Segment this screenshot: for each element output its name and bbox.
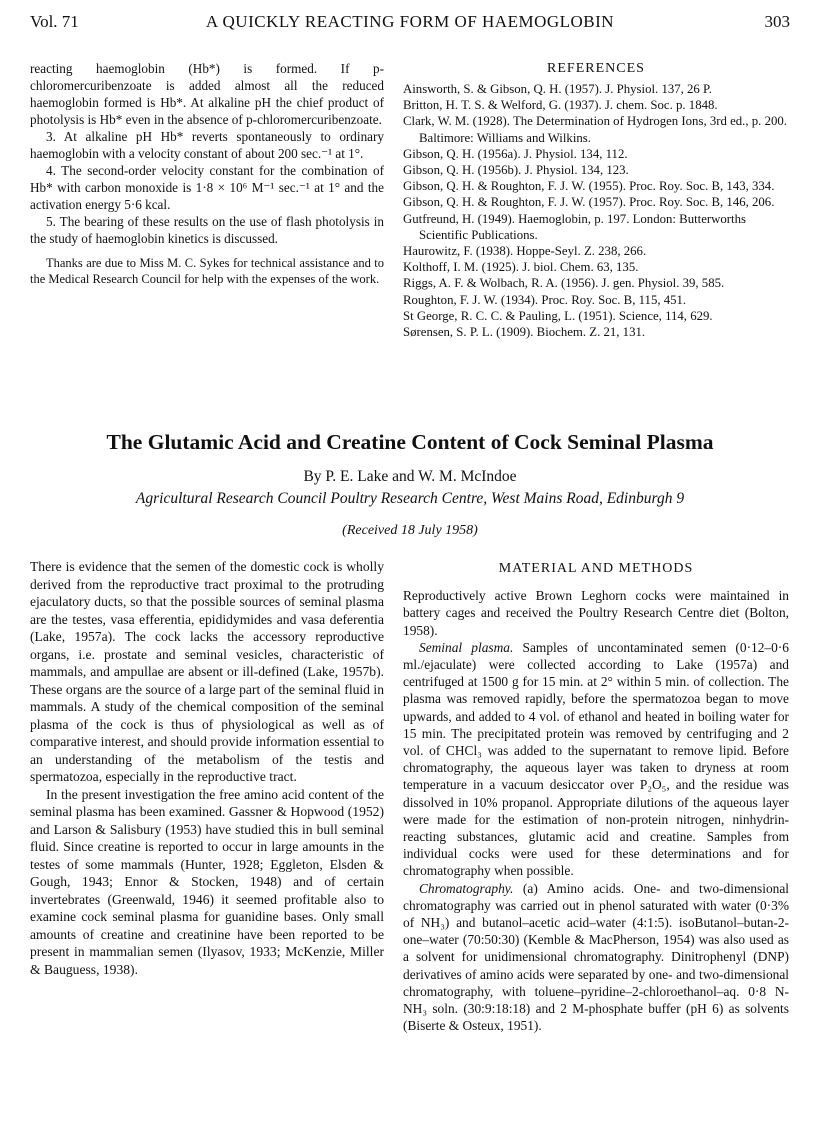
reference-item: Riggs, A. F. & Wolbach, R. A. (1956). J. gen. Physiol. 39, 585.	[403, 276, 725, 291]
reference-item: Haurowitz, F. (1938). Hoppe-Seyl. Z. 238, 266.	[403, 244, 647, 259]
article-affiliation: Agricultural Research Council Poultry Research Centre, West Mains Road, Edinburgh 9	[135, 490, 685, 507]
intro-paragraph-1: There is evidence that the semen of the domestic cock is wholly derived from the reproductive tract proximal to the protruding ejaculatory ducts, so that the possible sources of seminal plasma are the testes, vasa efferentia, epididymides and vasa deferentia (Lake, 1957a). The cock lacks the accessory reproductive organs, i.e. prostate and seminal vesicles, characteristic of mammals, and ampullae are absent or ill-defined (Lake, 1957b). These organs are the source of a large part of the seminal fluid in mammals. A study of the chemical composition of the seminal plasma of the cock is thus of physiological as well as of comparative interest, and should provide information essential to an understanding of the metabolism of the testis and spermatozoa, especially in the reproductive tract.	[30, 559, 384, 784]
summary-continuation	[30, 60, 384, 287]
page-number: 303	[764, 12, 790, 31]
methods-section	[403, 560, 789, 1034]
methods-heading: MATERIAL AND METHODS	[498, 561, 694, 576]
reference-item: Britton, H. T. S. & Welford, G. (1937). J. chem. Soc. p. 1848.	[403, 98, 718, 113]
reference-item: Gibson, Q. H. (1956b). J. Physiol. 134, 123.	[403, 163, 629, 178]
intro-paragraph-2: In the present investigation the free amino acid content of the seminal plasma has been examined. Gassner & Hopwood (1952) and Larson & Salisbury (1953) have studied this in bull seminal fluid. Since creatine is reported to occur in large amounts in the testes of some mammals (Hunter, 1928; Eggleton, Elsden & Gough, 1943; Ennor & Stocken, 1948) and of certain invertebrates (Greenwald, 1946) it seemed profitable also to examine cock seminal plasma for guanidine bases. Only small amounts of creatine and creatinine have been reported to be present in mammalian semen (Ilyasov, 1933; McKenzie, Miller & Bauguess, 1938).	[30, 786, 384, 977]
chromatography-paragraph	[403, 880, 789, 1035]
reference-item: Gibson, Q. H. (1956a). J. Physiol. 134, 112.	[403, 146, 628, 161]
seminal-plasma-paragraph	[403, 639, 789, 880]
summary-point-4: 4. The second-order velocity constant for the combination of Hb* with carbon monoxide is 1·8 × 10⁶ M⁻¹ sec.⁻¹ at 1° and the activation energy 5·6 kcal.	[30, 163, 384, 212]
reference-item: Kolthoff, I. M. (1925). J. biol. Chem. 63, 135.	[403, 260, 639, 275]
references-section	[403, 60, 789, 340]
reference-list	[403, 81, 789, 340]
chromatography-label: Chromatography.	[419, 880, 514, 896]
seminal-plasma-text: Samples of uncontaminated semen (0·12–0·6 ml./ejaculate) were collected according to Lake (1957a) and centrifuged at 1500 g for 15 min. at 2° within 5 min. of collection. The plasma was removed rapidly, before the spermatozoa began to move upwards, and added to 4 vol. of ethanol and heated in boiling water for 15 min. The precipitated protein was removed by centrifuging and 2 vol. of CHCl₃ was added to the supernatant to remove lipid. Before chromatography, the aqueous layer was taken to dryness at room temperature in a vacuum desiccator over P₂O₅, and the residue was dissolved in 10% propanol. Appropriate dilutions of the aqueous layer were made for the estimation of non-protein nitrogen, ninhydrin-reacting substances, glutamic acid and creatine. Samples from individual cocks were used for these determinations and for chromatography when possible.	[403, 639, 789, 879]
reference-item: Gibson, Q. H. & Roughton, F. J. W. (1955). Proc. Roy. Soc. B, 143, 334.	[403, 179, 775, 194]
summary-paragraph: reacting haemoglobin (Hb*) is formed. If p-chloromercuribenzoate is added almost all the reduced haemoglobin formed is Hb*. At alkaline pH the chief product of photolysis is Hb* even in the absence of p-chloromercuribenzoate.	[30, 61, 384, 127]
reference-item: Clark, W. M. (1928). The Determination of Hydrogen Ions, 3rd ed., p. 200. Baltimore: Williams and Wilkins.	[403, 114, 787, 145]
summary-point-3: 3. At alkaline pH Hb* reverts spontaneously to ordinary haemoglobin with a velocity constant of about 200 sec.⁻¹ at 1°.	[30, 129, 384, 161]
running-title: A QUICKLY REACTING FORM OF HAEMOGLOBIN	[205, 12, 615, 31]
references-heading: REFERENCES	[547, 61, 645, 76]
reference-item: Gibson, Q. H. & Roughton, F. J. W. (1957). Proc. Roy. Soc. B, 146, 206.	[403, 195, 775, 210]
article-title: The Glutamic Acid and Creatine Content of Cock Seminal Plasma	[106, 430, 714, 454]
summary-point-5: 5. The bearing of these results on the use of flash photolysis in the study of haemoglobin kinetics is discussed.	[30, 214, 384, 246]
introduction	[30, 558, 384, 978]
reference-item: Ainsworth, S. & Gibson, Q. H. (1957). J. Physiol. 137, 26 P.	[403, 82, 712, 96]
chromatography-text: (a) Amino acids. One- and two-dimensional chromatography was carried out in phenol saturated with water (0·3% of NH₃) and butanol–acetic acid–water (4:1:5). isoButanol–butan-2-one–water (70:50:30) (Kemble & MacPherson, 1954) was also used as a solvent for unidimensional chromatography. Dinitrophenyl (DNP) derivatives of amino acids were separated by one- and two-dimensional chromatography, with toluene–pyridine–2-chloroethanol–aq. 0·8 N-NH₃ soln. (30:9:18:18) and 2 M-phosphate buffer (pH 6) as solvents (Biserte & Osteux, 1951).	[403, 880, 789, 1034]
reference-item: Roughton, F. J. W. (1934). Proc. Roy. Soc. B, 115, 451.	[403, 292, 687, 307]
seminal-plasma-label: Seminal plasma.	[419, 639, 514, 655]
article-authors: By P. E. Lake and W. M. McIndoe	[303, 468, 517, 485]
volume-number: Vol. 71	[30, 12, 79, 31]
methods-paragraph-1: Reproductively active Brown Leghorn cocks were maintained in battery cages and received the Poultry Research Centre diet (Bolton, 1958).	[403, 588, 789, 638]
reference-item: Sørensen, S. P. L. (1909). Biochem. Z. 21, 131.	[403, 325, 646, 340]
acknowledgement: Thanks are due to Miss M. C. Sykes for technical assistance and to the Medical Research Council for help with the expenses of the work.	[30, 256, 384, 286]
reference-item: Gutfreund, H. (1949). Haemoglobin, p. 197. London: Butterworths Scientific Publications.	[403, 211, 746, 242]
running-header	[30, 12, 790, 40]
received-date: (Received 18 July 1958)	[342, 523, 478, 538]
reference-item: St George, R. C. C. & Pauling, L. (1951). Science, 114, 629.	[403, 308, 713, 323]
